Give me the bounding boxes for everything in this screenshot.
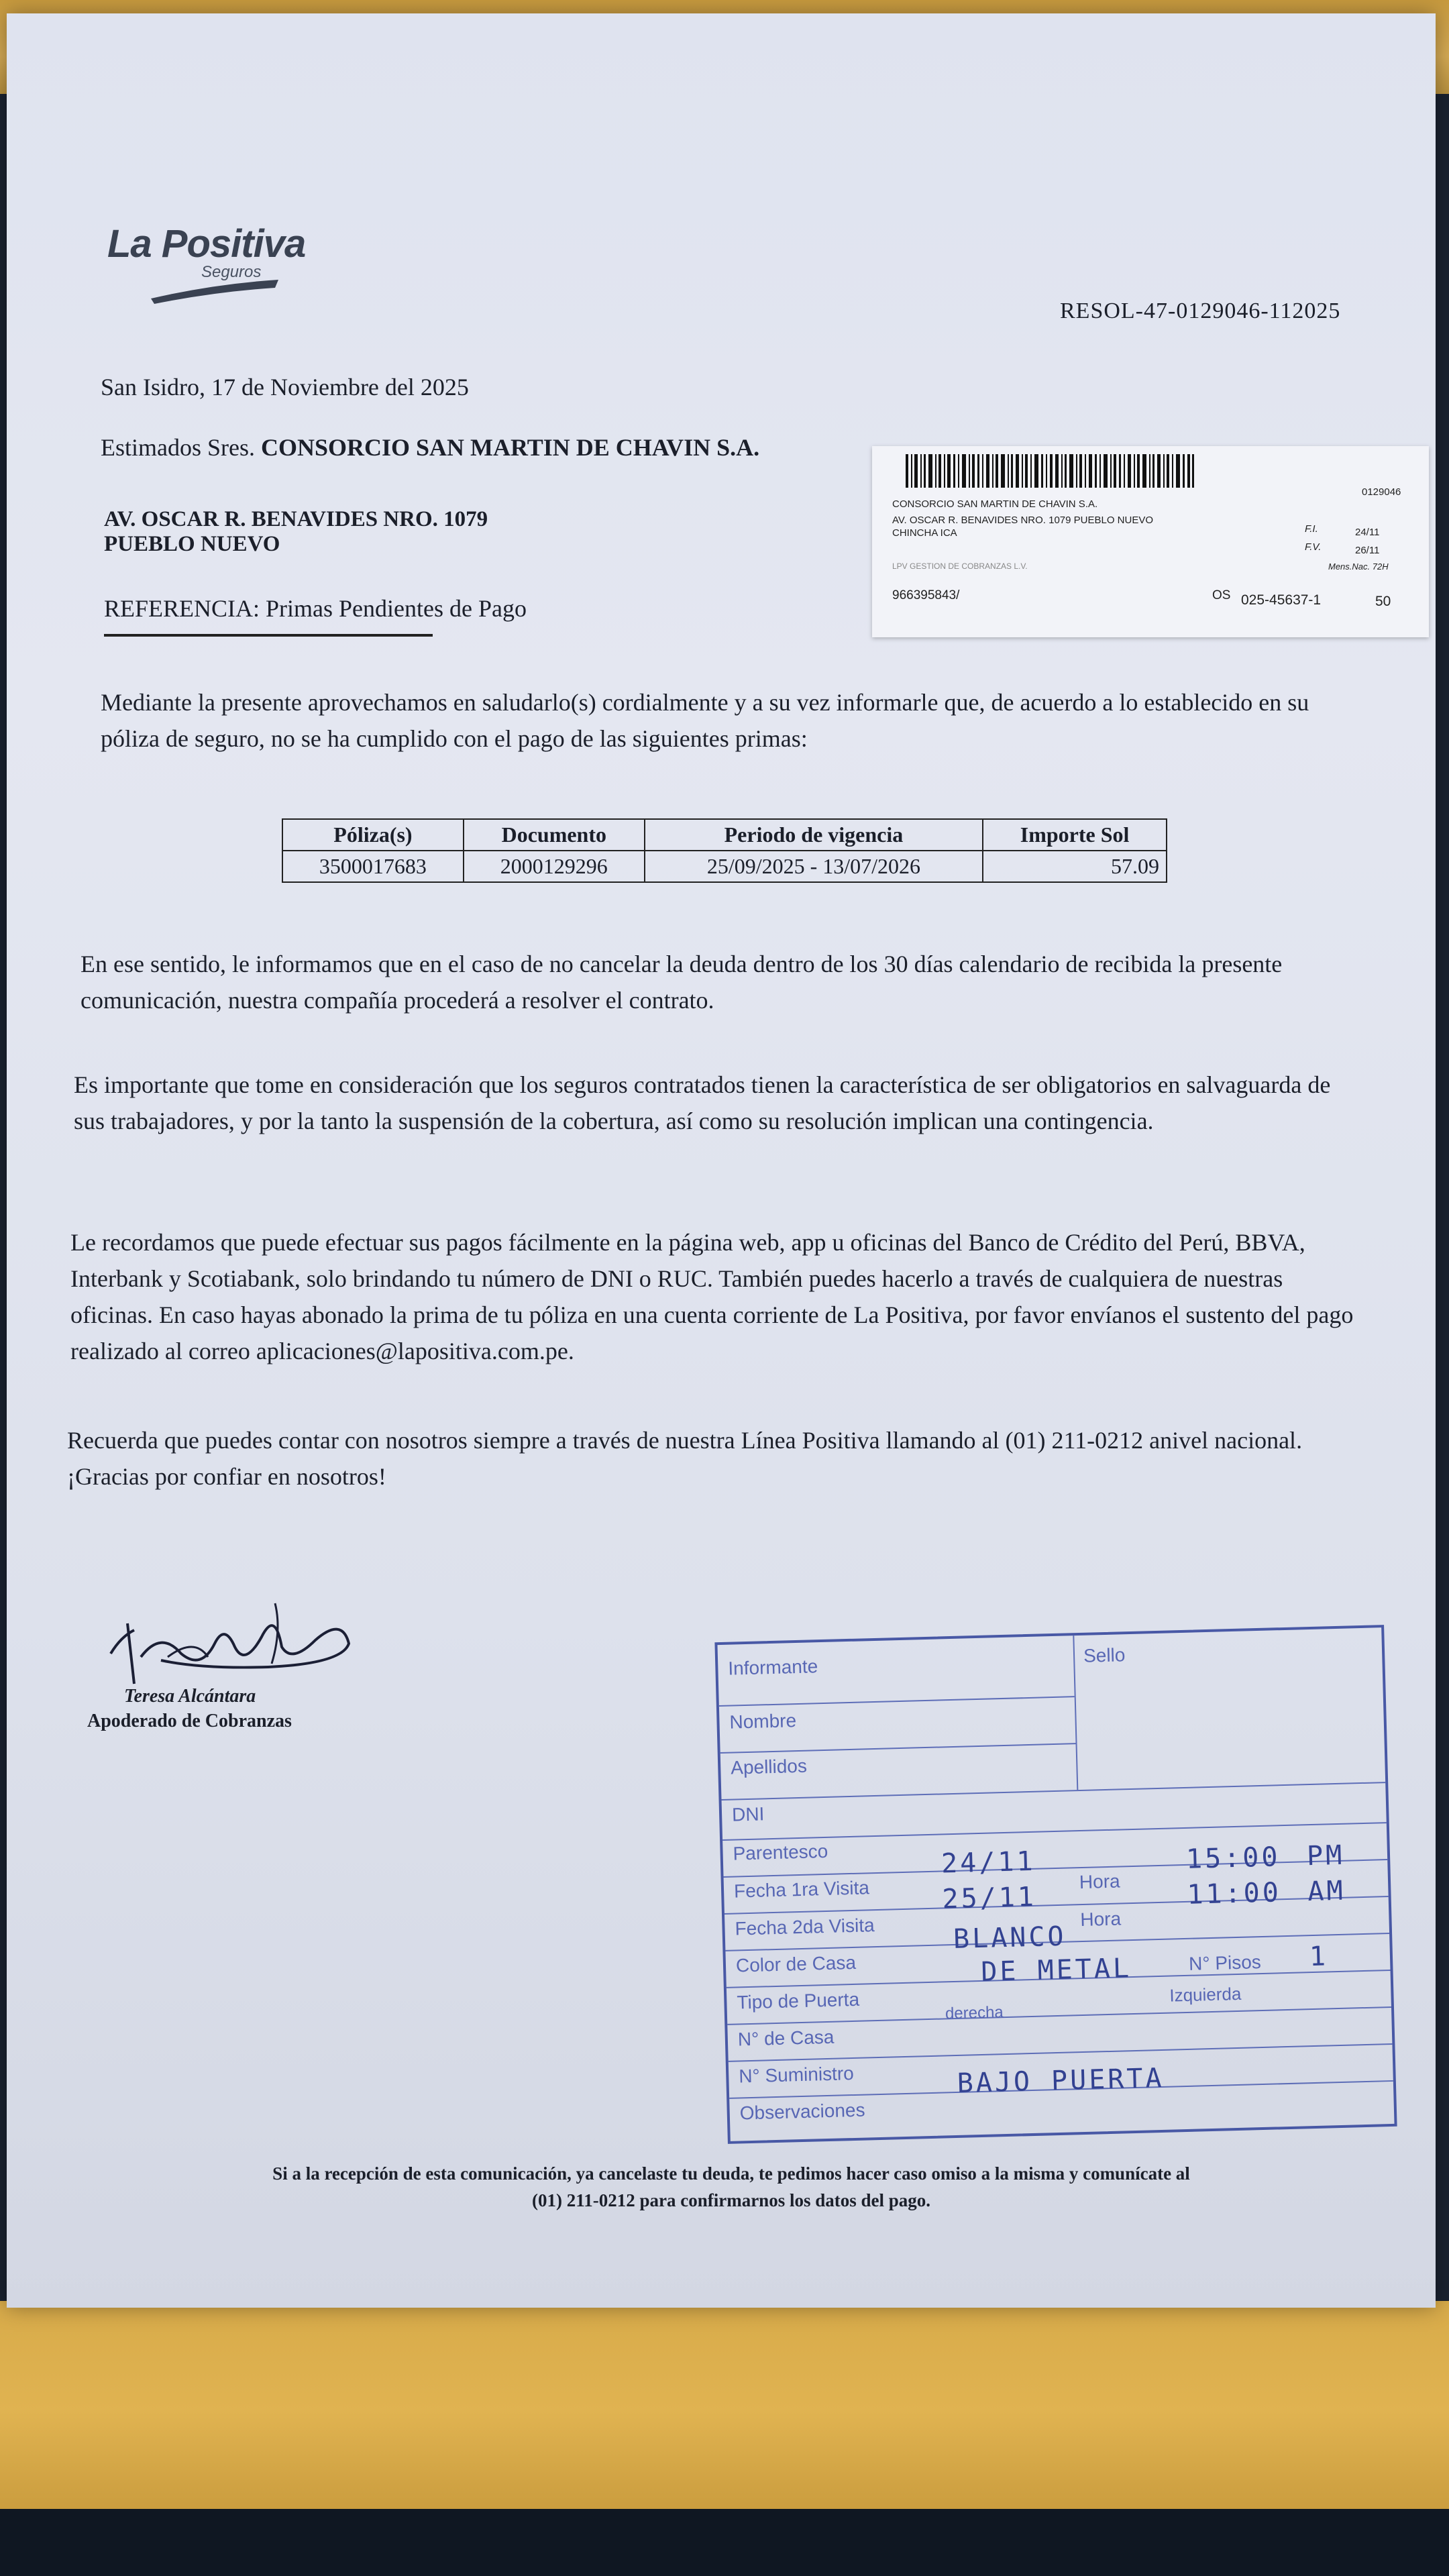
stamp-divider (1073, 1635, 1078, 1790)
label-address-1: AV. OSCAR R. BENAVIDES NRO. 1079 PUEBLO NUEVO (892, 515, 1154, 526)
amount: 57.09 (983, 851, 1167, 882)
document-number: 2000129296 (464, 851, 645, 882)
stamp-seal: Sello (1083, 1644, 1126, 1666)
label-os-label: OS (1212, 588, 1231, 602)
label-fv-label: F.V. (1305, 541, 1322, 553)
policy-number: 3500017683 (282, 851, 464, 882)
stamp-surname: Apellidos (730, 1755, 808, 1778)
stamp-door-type-value: DE METAL (980, 1953, 1132, 1988)
stamp-line (722, 1782, 1386, 1801)
address-line-1: AV. OSCAR R. BENAVIDES NRO. 1079 (104, 507, 488, 531)
stamp-right-option: derecha (945, 2003, 1004, 2023)
label-address-2: CHINCHA ICA (892, 527, 957, 539)
salutation (101, 429, 759, 466)
table-header-row (282, 819, 1167, 851)
company-logo: La Positiva (107, 222, 306, 266)
stamp-house-color: Color de Casa (735, 1951, 857, 1976)
table-header: Póliza(s) (282, 819, 464, 851)
stamp-dni: DNI (731, 1803, 765, 1825)
stamp-name: Nombre (729, 1710, 797, 1733)
reference-underline (104, 634, 433, 637)
footer-line-1: Si a la recepción de esta comunicación, ya cancelaste tu deuda, te pedimos hacer caso omiso a la misma y comunícate al (272, 2163, 1190, 2184)
logo-swoosh (148, 278, 282, 305)
background-strip (0, 2509, 1449, 2576)
resolution-code: RESOL-47-0129046-112025 (1060, 299, 1341, 323)
stamp-first-visit: Fecha 1ra Visita (733, 1877, 870, 1902)
label-fi-label: F.I. (1305, 523, 1318, 535)
addressee-name: CONSORCIO SAN MARTIN DE CHAVIN S.A. (261, 434, 760, 461)
stamp-title: Informante (728, 1656, 818, 1679)
reference-line: REFERENCIA: Primas Pendientes de Pago (104, 595, 527, 622)
table-header: Documento (464, 819, 645, 851)
stamp-first-visit-date: 24/11 (941, 1845, 1036, 1880)
stamp-first-visit-time: 15:00 (1185, 1841, 1281, 1875)
label-name: CONSORCIO SAN MARTIN DE CHAVIN S.A. (892, 498, 1098, 510)
envelope-bottom (0, 2301, 1449, 2522)
stamp-line (722, 1822, 1387, 1841)
stamp-observations-value: BAJO PUERTA (957, 2062, 1165, 2099)
signer-role: Apoderado de Cobranzas (87, 1711, 292, 1731)
label-os: 025-45637-1 (1241, 592, 1322, 608)
paragraph-importance: Es importante que tome en consideración que los seguros contratados tienen la característica de ser obligatorios en salvaguarda de sus trabajadores, y por la tanto la suspensión de la cobertura, así como su resolución implican una contingencia. (74, 1071, 1331, 1134)
label-count: 50 (1375, 594, 1391, 609)
intro-paragraph: Mediante la presente aprovechamos en saludarlo(s) cordialmente y a su vez informarle que, de acuerdo a lo establecido en su póliza de seguro, no se ha cumplido con el pago de las siguientes primas: (101, 689, 1309, 752)
stamp-house-color-value: BLANCO (953, 1921, 1067, 1955)
stamp-floors-value: 1 (1309, 1941, 1329, 1973)
stamp-hour-label: Hora (1079, 1908, 1122, 1931)
stamp-observations: Observaciones (739, 2099, 865, 2124)
paragraph-deadline: En ese sentido, le informamos que en el caso de no cancelar la deuda dentro de los 30 días calendario de recibida la presente comunicación, nuestra compañía procederá a resolver el contrato. (80, 951, 1283, 1014)
stamp-second-visit-time: 11:00 (1186, 1877, 1282, 1911)
stamp-hour-label: Hora (1079, 1870, 1121, 1893)
company-logo-sub: Seguros (201, 263, 262, 281)
stamp-house-number: N° de Casa (737, 2026, 835, 2050)
stamp-line (719, 1696, 1075, 1707)
stamp-first-visit-ampm: PM (1306, 1839, 1345, 1872)
stamp-relation: Parentesco (733, 1840, 828, 1864)
table-header: Periodo de vigencia (645, 819, 983, 851)
stamp-floors-label: N° Pisos (1188, 1951, 1262, 1974)
label-note: Mens.Nac. 72H (1328, 561, 1389, 572)
label-fv: 26/11 (1355, 545, 1380, 556)
stamp-left-option: Izquierda (1169, 1983, 1242, 2006)
salutation-prefix: Estimados Sres. (101, 434, 255, 461)
stamp-supply-number: N° Suministro (738, 2062, 855, 2087)
address-label (872, 446, 1429, 637)
signer-name: Teresa Alcántara (124, 1686, 256, 1707)
stamp-second-visit: Fecha 2da Visita (735, 1915, 875, 1939)
stamp-second-visit-date: 25/11 (941, 1881, 1037, 1915)
label-department: LPV GESTION DE COBRANZAS L.V. (892, 561, 1028, 571)
table-row (282, 851, 1167, 882)
handwritten-signature (101, 1590, 356, 1690)
address-line-2: PUEBLO NUEVO (104, 532, 280, 556)
letter-paper (7, 13, 1436, 2308)
label-phone: 966395843/ (892, 588, 960, 602)
footer-line-2: (01) 211-0212 para confirmarnos los datos del pago. (532, 2190, 930, 2210)
stamp-second-visit-ampm: AM (1307, 1875, 1346, 1908)
paragraph-payment: Le recordamos que puede efectuar sus pagos fácilmente en la página web, app u oficinas del Banco de Crédito del Perú, BBVA, Interbank y Scotiabank, solo brindando tu número de DNI o RUC. También puedes hacerlo a través de cualquiera de nuestras oficinas. En caso hayas abonado la prima de tu póliza en una cuenta corriente de La Positiva, por favor envíanos el sustento del pago realizado al correo aplicaciones@lapositiva.com.pe. (70, 1229, 1354, 1364)
table-header: Importe Sol (983, 819, 1167, 851)
stamp-door-type: Tipo de Puerta (737, 1988, 860, 2013)
stamp-line (720, 1743, 1076, 1754)
label-fi: 24/11 (1355, 527, 1380, 538)
validity-period: 25/09/2025 - 13/07/2026 (645, 851, 983, 882)
delivery-stamp (714, 1625, 1397, 2144)
premiums-table (282, 818, 1167, 883)
paragraph-contact: Recuerda que puedes contar con nosotros siempre a través de nuestra Línea Positiva llamando al (01) 211-0212 anivel nacional. ¡Gracias por confiar en nosotros! (67, 1427, 1303, 1490)
date-line: San Isidro, 17 de Noviembre del 2025 (101, 374, 469, 400)
barcode (906, 454, 1194, 488)
label-code: 0129046 (1362, 486, 1401, 498)
